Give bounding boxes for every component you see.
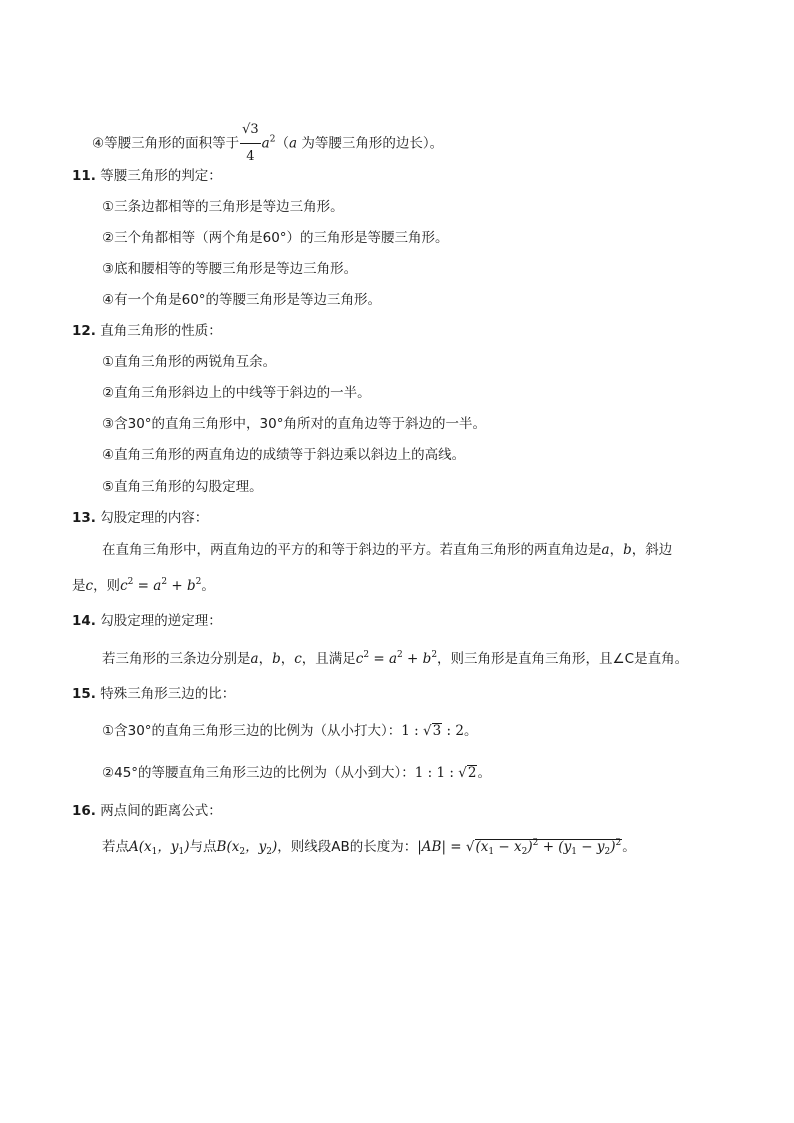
subscript: 1 — [178, 847, 185, 857]
subscript: 1 — [571, 847, 577, 857]
variable-a: a — [601, 542, 610, 558]
paragraph-text: ，则 — [93, 578, 121, 594]
paren-open: （ — [275, 135, 289, 152]
section-number: 13. — [72, 510, 96, 526]
paragraph-text: ，且满足 — [301, 651, 356, 667]
area-formula-text: ④等腰三角形的面积等于 — [92, 135, 240, 152]
converse-theorem-line — [102, 647, 688, 671]
variable-b: b — [272, 651, 281, 667]
section-title: 直角三角形的性质： — [100, 323, 222, 339]
equation-c: c — [355, 651, 364, 667]
variable-a: a — [250, 651, 259, 667]
list-item: ②直角三角形斜边上的中线等于斜边的一半。 — [102, 385, 371, 401]
list-item: ②三个角都相等（两个角是60°）的三角形是等腰三角形。 — [102, 230, 449, 246]
exponent: 2 — [195, 577, 202, 587]
paragraph-text: 。 — [201, 578, 215, 594]
variable-b: b — [623, 542, 632, 558]
section-13-heading — [72, 508, 208, 528]
exponent: 2 — [397, 650, 403, 660]
paragraph-text: 若三角形的三条边分别是 — [102, 651, 251, 667]
separator: ， — [280, 651, 295, 667]
exponent: 2 — [615, 838, 622, 848]
term-text: ) — [610, 839, 616, 855]
distance-formula-line — [102, 834, 636, 860]
section-12-heading — [72, 321, 222, 341]
section-title: 特殊三角形三边的比： — [100, 686, 236, 702]
abs-ab: |AB| = — [417, 839, 466, 855]
equation-a: = a — [369, 651, 398, 667]
point-b — [217, 839, 278, 855]
subscript: 2 — [239, 847, 246, 857]
separator: ， — [609, 542, 624, 558]
exponent: 2 — [269, 134, 276, 145]
exponent: 2 — [532, 838, 539, 848]
term-text: + (y — [538, 839, 572, 855]
paragraph-text: 。 — [622, 839, 636, 855]
pythagoras-line-1 — [102, 539, 672, 561]
radicand: 3 — [432, 723, 442, 739]
distance-radicand — [475, 838, 623, 857]
term-text: (x — [475, 839, 489, 855]
paragraph-text: ，则线段AB的长度为： — [277, 839, 418, 855]
exponent: 2 — [431, 650, 438, 660]
exponent: 2 — [363, 650, 370, 660]
section-title: 两点间的距离公式： — [100, 803, 222, 819]
section-15-heading — [72, 684, 235, 704]
point-a-text: ) — [184, 839, 190, 855]
paragraph-text: ②45°的等腰直角三角形三边的比例为（从小到大）： — [102, 765, 415, 781]
paragraph-text: ①含30°的直角三角形三边的比例为（从小打大）： — [102, 723, 402, 739]
square-root: √3 — [423, 723, 442, 739]
fraction — [240, 118, 261, 169]
exponent: 2 — [161, 577, 168, 587]
list-item: ③含30°的直角三角形中，30°角所对的直角边等于斜边的一半。 — [102, 416, 486, 432]
term-text: ) — [527, 839, 533, 855]
point-a-text: ，y — [157, 839, 179, 855]
fraction-denominator: 4 — [246, 149, 255, 164]
exponent: 2 — [127, 577, 134, 587]
paragraph-text: ，斜边 — [631, 542, 673, 558]
paragraph-text: 。 — [463, 723, 478, 739]
ratio-45-line — [102, 761, 491, 785]
list-item: ④有一个角是60°的等腰三角形是等边三角形。 — [102, 292, 382, 308]
equation-a: = a — [133, 578, 162, 594]
point-a-text: A(x — [129, 839, 152, 855]
paragraph-text: 在直角三角形中，两直角边的平方的和等于斜边的平方。若直角三角形的两直角边是 — [102, 542, 602, 558]
list-item: ①直角三角形的两锐角互余。 — [102, 354, 277, 370]
section-11-heading — [72, 166, 222, 186]
section-16-heading — [72, 801, 222, 821]
term-text: − y — [576, 839, 605, 855]
point-a — [129, 839, 190, 855]
separator: ， — [258, 651, 273, 667]
paragraph-text: 是 — [72, 578, 86, 594]
distance-root: $√(x_1 - x_2)^2 + (y_1 - y_2)^2$ — [465, 838, 622, 857]
section-14-heading — [72, 611, 222, 631]
ratio-part: 1 : 1 : — [414, 765, 459, 781]
list-item: ①三条边都相等的三角形是等边三角形。 — [102, 199, 344, 215]
subscript: 1 — [488, 847, 495, 857]
variable-a-note: a — [288, 135, 298, 152]
section-number: 14. — [72, 613, 96, 629]
point-b-text: ，y — [245, 839, 267, 855]
section-number: 11. — [72, 168, 96, 184]
list-item: ⑤直角三角形的勾股定理。 — [102, 479, 263, 495]
section-title: 勾股定理的内容： — [100, 510, 209, 526]
paragraph-text: ，则三角形是直角三角形，且∠C是直角。 — [437, 651, 689, 667]
paragraph-text: 。 — [477, 765, 491, 781]
area-formula-note: 为等腰三角形的边长）。 — [297, 135, 444, 152]
ratio-30-line — [102, 719, 477, 743]
list-item: ③底和腰相等的等腰三角形是等边三角形。 — [102, 261, 358, 277]
point-b-text: ) — [271, 839, 278, 855]
variable-a: a — [261, 135, 270, 152]
list-item: ④直角三角形的两直角边的成绩等于斜边乘以斜边上的高线。 — [102, 447, 466, 463]
subscript: 1 — [151, 847, 158, 857]
square-root: √2 — [458, 765, 477, 781]
paragraph-text: 若点 — [102, 839, 129, 855]
paragraph-text: 与点 — [189, 839, 217, 855]
area-formula-line — [92, 118, 443, 169]
ratio-part: : 2 — [442, 723, 464, 739]
variable-c: c — [85, 578, 94, 594]
term-text: − x — [494, 839, 522, 855]
equation-b: + b — [402, 651, 432, 667]
pythagoras-line-2 — [72, 574, 215, 598]
variable-c: c — [294, 651, 302, 667]
section-number: 16. — [72, 803, 96, 819]
point-b-text: B(x — [216, 839, 240, 855]
subscript: 2 — [604, 847, 611, 857]
radicand: 2 — [467, 765, 477, 781]
equation-c: c — [120, 578, 128, 594]
ratio-part: 1 : — [401, 723, 424, 739]
section-title: 等腰三角形的判定： — [100, 168, 222, 184]
section-title: 勾股定理的逆定理： — [100, 613, 222, 629]
fraction-numerator: √3 — [240, 118, 261, 144]
subscript: 2 — [521, 847, 528, 857]
equation-b: + b — [167, 578, 196, 594]
section-number: 15. — [72, 686, 96, 702]
subscript: 2 — [266, 847, 272, 857]
section-number: 12. — [72, 323, 96, 339]
